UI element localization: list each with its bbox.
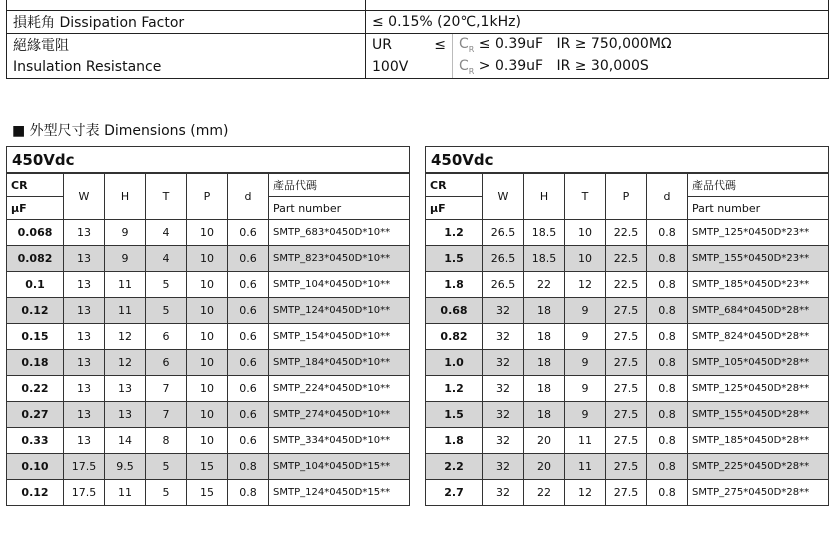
dimensions-table-right [425,146,829,506]
t-cell: 5 [146,272,187,298]
p-cell: 15 [187,454,228,480]
d-cell: 0.8 [647,428,688,454]
w-cell: 13 [64,402,105,428]
h-cell: 22 [524,272,565,298]
d-cell: 0.6 [228,376,269,402]
table-row [426,480,829,506]
t-cell: 7 [146,402,187,428]
d-cell: 0.8 [228,480,269,506]
cr-header: CR [426,173,483,197]
capacitance-cell: 1.8 [426,428,483,454]
ir-cond1-val: IR ≥ 750,000MΩ [556,35,672,52]
table-row [426,402,829,428]
capacitance-cell: 1.8 [426,272,483,298]
w-cell: 32 [483,428,524,454]
p-cell: 22.5 [606,220,647,246]
df-label: 損耗角 Dissipation Factor [7,10,366,33]
capacitance-cell: 1.5 [426,246,483,272]
h-cell: 11 [105,298,146,324]
capacitance-cell: 0.10 [7,454,64,480]
d-cell: 0.8 [647,272,688,298]
pn-header-cn: 產品代碼 [269,173,410,197]
h-cell: 11 [105,480,146,506]
table-row [7,376,410,402]
p-cell: 15 [187,480,228,506]
w-cell: 32 [483,454,524,480]
capacitance-cell: 0.18 [7,350,64,376]
ir-cond1-cr: $C_R \le 0.39uF$ IR ≥ 750,000MΩ [459,35,672,54]
part-number-cell: SMTP_185*0450D*28** [688,428,829,454]
capacitance-cell: 0.068 [7,220,64,246]
part-number-cell: SMTP_184*0450D*10** [269,350,410,376]
voltage-title-left: 450Vdc [7,147,410,174]
h-cell: 20 [524,454,565,480]
table-row [7,454,410,480]
d-header: d [228,173,269,220]
df-value: ≤ 0.15% (20℃,1kHz) [366,10,829,33]
ir-ur: UR [372,36,392,53]
table-row [7,272,410,298]
table-row [426,324,829,350]
capacitance-cell: 0.12 [7,298,64,324]
ir-v: 100V [372,58,409,75]
table-row [7,220,410,246]
part-number-cell: SMTP_824*0450D*28** [688,324,829,350]
capacitance-cell: 1.2 [426,376,483,402]
d-cell: 0.8 [647,220,688,246]
d-cell: 0.6 [228,402,269,428]
part-number-cell: SMTP_225*0450D*28** [688,454,829,480]
spec-row-ir-1 [7,33,829,56]
w-cell: 32 [483,324,524,350]
d-cell: 0.8 [647,298,688,324]
d-cell: 0.8 [647,454,688,480]
t-cell: 5 [146,480,187,506]
table-row [426,220,829,246]
part-number-cell: SMTP_155*0450D*23** [688,246,829,272]
table-row [7,350,410,376]
t-cell: 7 [146,376,187,402]
d-cell: 0.8 [647,480,688,506]
d-cell: 0.8 [647,246,688,272]
t-cell: 9 [565,324,606,350]
ir-label-cn: 絕緣電阻 [7,33,366,56]
part-number-cell: SMTP_274*0450D*10** [269,402,410,428]
pn-header-en: Part number [688,197,829,220]
spec-row-ir-2 [7,56,829,79]
part-number-cell: SMTP_154*0450D*10** [269,324,410,350]
t-cell: 9 [565,350,606,376]
w-cell: 26.5 [483,272,524,298]
table-row [7,324,410,350]
ir-le: ≤ [422,34,453,56]
voltage-title-right: 450Vdc [426,147,829,174]
part-number-cell: SMTP_155*0450D*28** [688,402,829,428]
p-cell: 10 [187,324,228,350]
p-header: P [606,173,647,220]
h-cell: 9.5 [105,454,146,480]
capacitance-cell: 0.27 [7,402,64,428]
dimensions-heading: ■ 外型尺寸表 Dimensions (mm) [12,123,229,139]
t-header: T [565,173,606,220]
capacitance-cell: 0.082 [7,246,64,272]
p-cell: 10 [187,298,228,324]
spec-top-spacer-left [7,0,366,10]
ir-label-en: Insulation Resistance [7,56,366,79]
table-row [7,480,410,506]
spec-row-dissipation [7,10,829,33]
spec-table [6,0,829,79]
h-cell: 12 [105,324,146,350]
ir-cond2-val: IR ≥ 30,000S [556,57,649,74]
h-cell: 18.5 [524,246,565,272]
w-cell: 13 [64,350,105,376]
ir-spacer [422,56,453,78]
d-cell: 0.6 [228,298,269,324]
h-cell: 18 [524,402,565,428]
part-number-cell: SMTP_224*0450D*10** [269,376,410,402]
d-cell: 0.6 [228,428,269,454]
d-cell: 0.8 [647,324,688,350]
h-cell: 9 [105,246,146,272]
t-cell: 11 [565,454,606,480]
t-cell: 9 [565,376,606,402]
part-number-cell: SMTP_275*0450D*28** [688,480,829,506]
uf-header: μF [426,197,483,220]
p-cell: 10 [187,376,228,402]
t-cell: 4 [146,220,187,246]
part-number-cell: SMTP_125*0450D*23** [688,220,829,246]
table-row [7,428,410,454]
w-cell: 13 [64,272,105,298]
ir-cond2-cr: $C_R > 0.39uF$ IR ≥ 30,000S [459,57,649,76]
capacitance-cell: 0.82 [426,324,483,350]
p-cell: 10 [187,428,228,454]
w-header: W [64,173,105,220]
t-cell: 9 [565,298,606,324]
d-cell: 0.8 [647,350,688,376]
w-cell: 13 [64,428,105,454]
h-cell: 22 [524,480,565,506]
h-cell: 18.5 [524,220,565,246]
part-number-cell: SMTP_104*0450D*10** [269,272,410,298]
capacitance-cell: 0.1 [7,272,64,298]
w-cell: 13 [64,220,105,246]
p-cell: 27.5 [606,350,647,376]
h-header: H [105,173,146,220]
d-cell: 0.8 [228,454,269,480]
ir-cond-1 [366,33,829,56]
part-number-cell: SMTP_185*0450D*23** [688,272,829,298]
p-header: P [187,173,228,220]
p-cell: 27.5 [606,402,647,428]
h-cell: 18 [524,324,565,350]
table-row [426,272,829,298]
h-cell: 20 [524,428,565,454]
d-cell: 0.6 [228,324,269,350]
capacitance-cell: 0.33 [7,428,64,454]
d-header: d [647,173,688,220]
t-cell: 12 [565,480,606,506]
t-cell: 4 [146,246,187,272]
pn-header-cn: 產品代碼 [688,173,829,197]
part-number-cell: SMTP_105*0450D*28** [688,350,829,376]
capacitance-cell: 2.7 [426,480,483,506]
table-row [426,350,829,376]
d-cell: 0.6 [228,246,269,272]
pn-header-en: Part number [269,197,410,220]
table-row [7,298,410,324]
p-cell: 27.5 [606,454,647,480]
w-cell: 32 [483,402,524,428]
capacitance-cell: 0.68 [426,298,483,324]
part-number-cell: SMTP_334*0450D*10** [269,428,410,454]
p-cell: 22.5 [606,246,647,272]
t-cell: 8 [146,428,187,454]
d-cell: 0.8 [647,376,688,402]
p-cell: 10 [187,220,228,246]
w-cell: 26.5 [483,246,524,272]
t-cell: 9 [565,402,606,428]
table-row [7,402,410,428]
p-cell: 27.5 [606,480,647,506]
p-cell: 22.5 [606,272,647,298]
w-cell: 26.5 [483,220,524,246]
t-cell: 10 [565,246,606,272]
w-cell: 32 [483,480,524,506]
table-row [426,454,829,480]
h-cell: 13 [105,402,146,428]
capacitance-cell: 0.15 [7,324,64,350]
t-cell: 6 [146,324,187,350]
capacitance-cell: 1.2 [426,220,483,246]
p-cell: 10 [187,402,228,428]
d-cell: 0.6 [228,272,269,298]
h-cell: 13 [105,376,146,402]
w-cell: 32 [483,350,524,376]
h-header: H [524,173,565,220]
t-cell: 12 [565,272,606,298]
uf-header: μF [7,197,64,220]
capacitance-cell: 1.5 [426,402,483,428]
part-number-cell: SMTP_124*0450D*10** [269,298,410,324]
spec-row-df [7,0,829,10]
part-number-cell: SMTP_683*0450D*10** [269,220,410,246]
w-cell: 13 [64,324,105,350]
table-row [426,246,829,272]
h-cell: 18 [524,350,565,376]
p-cell: 10 [187,272,228,298]
p-cell: 27.5 [606,298,647,324]
table-row [7,246,410,272]
p-cell: 10 [187,246,228,272]
h-cell: 14 [105,428,146,454]
h-cell: 9 [105,220,146,246]
t-cell: 5 [146,454,187,480]
table-row [426,428,829,454]
capacitance-cell: 2.2 [426,454,483,480]
w-cell: 32 [483,298,524,324]
table-row [426,298,829,324]
w-cell: 13 [64,298,105,324]
t-cell: 6 [146,350,187,376]
w-cell: 17.5 [64,454,105,480]
h-cell: 12 [105,350,146,376]
cr-header: CR [7,173,64,197]
part-number-cell: SMTP_124*0450D*15** [269,480,410,506]
t-header: T [146,173,187,220]
t-cell: 5 [146,298,187,324]
p-cell: 27.5 [606,428,647,454]
h-cell: 18 [524,298,565,324]
p-cell: 27.5 [606,324,647,350]
capacitance-cell: 1.0 [426,350,483,376]
p-cell: 27.5 [606,376,647,402]
spec-top-spacer-right [366,0,829,10]
d-cell: 0.6 [228,350,269,376]
w-cell: 13 [64,246,105,272]
dimensions-table-left [6,146,410,506]
part-number-cell: SMTP_823*0450D*10** [269,246,410,272]
d-cell: 0.8 [647,402,688,428]
part-number-cell: SMTP_104*0450D*15** [269,454,410,480]
h-cell: 18 [524,376,565,402]
table-row [426,376,829,402]
capacitance-cell: 0.22 [7,376,64,402]
w-header: W [483,173,524,220]
w-cell: 17.5 [64,480,105,506]
part-number-cell: SMTP_125*0450D*28** [688,376,829,402]
ir-cond-2 [366,56,829,79]
t-cell: 11 [565,428,606,454]
w-cell: 13 [64,376,105,402]
part-number-cell: SMTP_684*0450D*28** [688,298,829,324]
t-cell: 10 [565,220,606,246]
capacitance-cell: 0.12 [7,480,64,506]
p-cell: 10 [187,350,228,376]
h-cell: 11 [105,272,146,298]
d-cell: 0.6 [228,220,269,246]
w-cell: 32 [483,376,524,402]
